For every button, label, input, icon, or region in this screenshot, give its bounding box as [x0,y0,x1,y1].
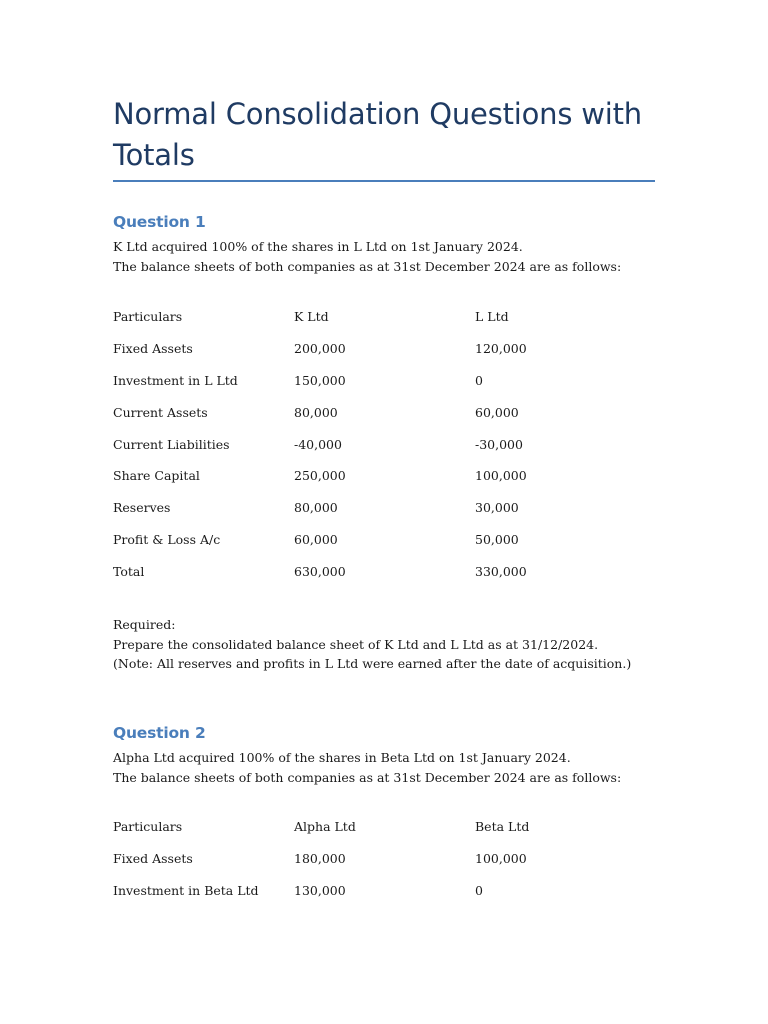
question-1-required-note: (Note: All reserves and profits in L Ltd were earned after the date of acquisition.) [113,656,632,671]
table-header-company-1: K Ltd [294,309,329,324]
row-value-company-2: 120,000 [475,340,527,356]
table-row [113,341,655,373]
table-row [113,883,655,915]
question-2-intro-line-2: The balance sheets of both companies as at 31st December 2024 are as follows: [113,769,622,785]
question-2-intro-line-1: Alpha Ltd acquired 100% of the shares in Beta Ltd on 1st January 2024. [113,750,571,765]
row-value-company-2: 100,000 [475,468,527,484]
table-row [113,468,655,500]
question-2-balance-table [113,819,655,915]
table-row [113,437,655,469]
table-row [113,405,655,437]
row-value-company-1: -40,000 [294,436,342,452]
table-header-particulars: Particulars [113,309,183,324]
row-value-company-2: 330,000 [475,564,527,580]
row-value-company-1: 80,000 [294,500,338,516]
row-value-company-1: 200,000 [294,340,346,356]
table-total-row [113,564,655,596]
row-label: Reserves [113,500,171,516]
row-value-company-1: 130,000 [294,882,346,898]
row-label: Profit & Loss A/c [113,532,221,548]
row-value-company-2: 0 [475,372,483,388]
row-label: Fixed Assets [113,850,193,866]
table-row [113,373,655,405]
question-1-intro [113,237,673,276]
table-header-company-1: Alpha Ltd [294,819,356,834]
row-value-company-2: 100,000 [475,850,527,866]
row-label: Investment in L Ltd [113,372,238,388]
row-value-company-2: 0 [475,882,483,898]
row-value-company-1: 150,000 [294,372,346,388]
row-value-company-1: 250,000 [294,468,346,484]
row-value-company-2: -30,000 [475,436,523,452]
title-underline-rule [113,180,655,182]
document-title: Normal Consolidation Questions with Totals [113,97,642,172]
table-header-row [113,819,655,851]
table-header-particulars: Particulars [113,819,183,834]
row-label: Fixed Assets [113,340,193,356]
row-label: Current Assets [113,404,208,420]
question-1-intro-line-1: K Ltd acquired 100% of the shares in L Ltd on 1st January 2024. [113,239,523,254]
question-1-heading: Question 1 [113,213,206,231]
question-1-required-instruction: Prepare the consolidated balance sheet of K Ltd and L Ltd as at 31/12/2024. [113,636,599,652]
row-label: Investment in Beta Ltd [113,882,259,898]
row-value-company-1: 630,000 [294,564,346,580]
row-label: Total [113,564,145,580]
row-label: Current Liabilities [113,436,230,452]
row-value-company-1: 60,000 [294,532,338,548]
question-1-intro-line-2: The balance sheets of both companies as at 31st December 2024 are as follows: [113,258,622,274]
table-row [113,500,655,532]
table-row [113,532,655,564]
table-header-company-2: Beta Ltd [475,819,530,834]
row-value-company-1: 80,000 [294,404,338,420]
row-value-company-2: 50,000 [475,532,519,548]
table-header-company-2: L Ltd [475,309,509,324]
question-1-required [113,615,673,674]
row-value-company-1: 180,000 [294,850,346,866]
table-header-row [113,309,655,341]
table-row [113,851,655,883]
question-1-balance-table [113,309,655,596]
question-2-intro [113,748,673,787]
row-value-company-2: 60,000 [475,404,519,420]
row-value-company-2: 30,000 [475,500,519,516]
question-2-heading: Question 2 [113,724,206,742]
row-label: Share Capital [113,468,200,484]
question-1-required-label: Required: [113,617,176,632]
